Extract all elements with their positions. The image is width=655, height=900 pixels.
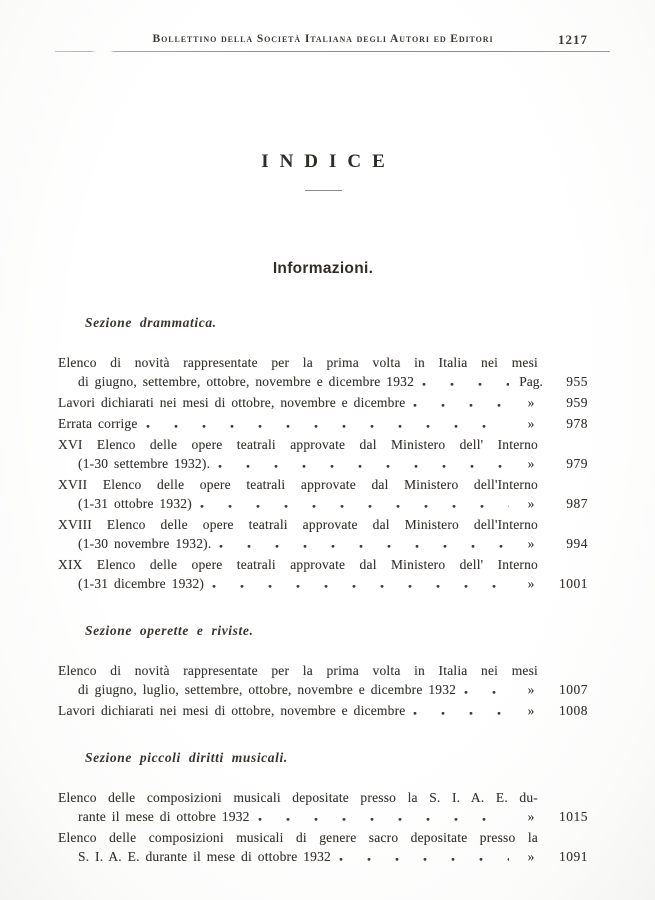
page-ref-marker: Pag. (519, 374, 543, 389)
entry-text-line: XVIII Elenco delle opere teatrali approvate dal Ministero dell'Interno (58, 517, 538, 532)
entry-text-line: Elenco delle composizioni musicali depositate presso la S. I. A. E. du- (58, 790, 538, 805)
running-title: Bollettino della Società Italiana degli Autori ed Editori (152, 33, 494, 45)
page-ref-marker: » (527, 809, 535, 824)
page-ref-marker: » (527, 536, 535, 551)
page-ref-number: 994 (566, 536, 588, 551)
entry-text-line: Elenco di novità rappresentate per la prima volta in Italia nei mesi (58, 663, 538, 678)
entry-ref-text: (1-31 dicembre 1932) (78, 576, 205, 591)
dot-leader (219, 545, 509, 548)
page-ref-marker: » (527, 416, 535, 431)
toc-entry (58, 788, 588, 826)
entry-ref-text: Lavori dichiarati nei mesi di ottobre, novembre e dicembre (58, 395, 406, 410)
entry-ref-text: rante il mese di ottobre 1932 (78, 809, 250, 824)
entry-text-line: XIX Elenco delle opere teatrali approvate dal Ministero dell' Interno (58, 557, 538, 572)
toc-entry (58, 414, 588, 433)
toc-entry (58, 701, 588, 720)
entry-ref-text: di giugno, settembre, ottobre, novembre e dicembre 1932 (78, 374, 415, 389)
page-ref-number: 1001 (559, 576, 588, 591)
toc-entry (58, 393, 588, 412)
entry-text-line: XVII Elenco delle opere teatrali approvate dal Ministero dell'Interno (58, 477, 538, 492)
dot-leader (146, 425, 509, 428)
page-ref-number: 1007 (559, 682, 588, 697)
page-ref-number: 1091 (559, 849, 588, 864)
dot-leader (464, 691, 509, 694)
table-of-contents (58, 313, 588, 868)
dot-leader (413, 404, 509, 407)
index-title: INDICE (261, 151, 396, 172)
toc-entry (58, 353, 588, 391)
dot-leader (212, 585, 509, 588)
entry-ref-line (58, 847, 588, 866)
toc-entry (58, 661, 588, 699)
dot-leader (413, 712, 509, 715)
dot-leader (422, 383, 509, 386)
page-ref-number: 1008 (559, 703, 588, 718)
page-ref-number: 979 (566, 456, 588, 471)
page-ref-number: 1015 (559, 809, 588, 824)
entry-ref-text: Errata corrige (58, 416, 138, 431)
entry-text-line: Elenco di novità rappresentate per la prima volta in Italia nei mesi (58, 355, 538, 370)
section-heading: Sezione operette e riviste. (85, 623, 254, 638)
page-ref-number: 955 (566, 374, 588, 389)
entry-text-line: XVI Elenco delle opere teatrali approvate dal Ministero dell' Interno (58, 437, 538, 452)
toc-entry (58, 475, 588, 513)
entry-ref-line (58, 807, 588, 826)
entry-ref-text: Lavori dichiarati nei mesi di ottobre, novembre e dicembre (58, 703, 406, 718)
folio-page-number: 1217 (558, 32, 588, 47)
entry-ref-line (58, 534, 588, 553)
toc-entry (58, 435, 588, 473)
header-rule (55, 51, 610, 53)
entry-ref-text: (1-31 ottobre 1932) (78, 496, 192, 511)
page-ref-number: 978 (566, 416, 588, 431)
entry-ref-line (58, 680, 588, 699)
page-header (58, 33, 588, 45)
dot-leader (339, 858, 509, 861)
page-ref-marker: » (527, 849, 535, 864)
dot-leader (200, 505, 509, 508)
page-ref-marker: » (527, 456, 535, 471)
page-ref-marker: » (527, 496, 535, 511)
page-ref-marker: » (527, 395, 535, 410)
title-underline-rule (305, 190, 342, 191)
toc-entry (58, 828, 588, 866)
entry-ref-text: di giugno, luglio, settembre, ottobre, novembre e dicembre 1932 (78, 682, 457, 697)
entry-ref-line (58, 574, 588, 593)
entry-ref-line (58, 701, 588, 720)
section-heading: Sezione piccoli diritti musicali. (85, 750, 288, 765)
toc-section (58, 748, 588, 866)
toc-entry (58, 555, 588, 593)
informazioni-heading: Informazioni. (272, 260, 374, 277)
page-ref-marker: » (527, 576, 535, 591)
dot-leader (218, 465, 509, 468)
page-ref-marker: » (527, 703, 535, 718)
entry-ref-text: S. I. A. E. durante il mese di ottobre 1932 (78, 849, 331, 864)
page-ref-marker: » (527, 682, 535, 697)
dot-leader (258, 818, 509, 821)
toc-entry (58, 515, 588, 553)
entry-ref-line (58, 372, 588, 391)
entry-text-line: Elenco delle composizioni musicali di genere sacro depositate presso la (58, 830, 538, 845)
toc-section (58, 313, 588, 593)
entry-ref-text: (1-30 settembre 1932). (78, 456, 211, 471)
entry-ref-line (58, 414, 588, 433)
page-ref-number: 987 (566, 496, 588, 511)
entry-ref-line (58, 494, 588, 513)
toc-section (58, 621, 588, 720)
entry-ref-text: (1-30 novembre 1932). (78, 536, 212, 551)
entry-ref-line (58, 454, 588, 473)
section-heading: Sezione drammatica. (85, 315, 217, 330)
entry-ref-line (58, 393, 588, 412)
page-ref-number: 959 (566, 395, 588, 410)
